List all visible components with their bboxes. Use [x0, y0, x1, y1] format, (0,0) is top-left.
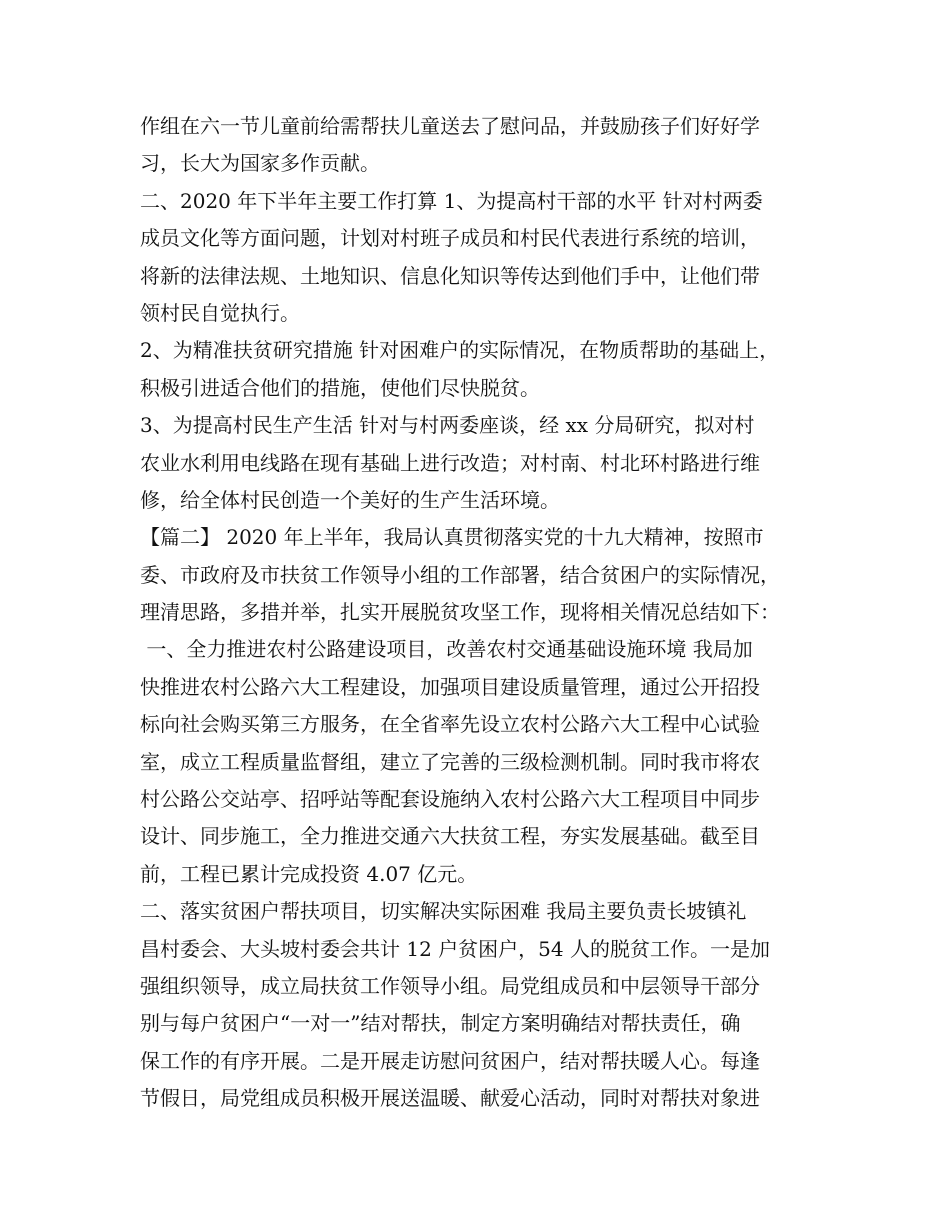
text-line: 快推进农村公路六大工程建设，加强项目建设质量管理，通过公开招投	[140, 674, 760, 699]
text-line: 农业水利用电线路在现有基础上进行改造；对村南、村北环村路进行维	[140, 450, 760, 475]
text-line: 一、全力推进农村公路建设项目，改善农村交通基础设施环境 我局加	[140, 637, 753, 662]
text-line: 昌村委会、大头坡村委会共计 12 户贫困户，54 人的脱贫工作。一是加	[140, 936, 770, 961]
text-line: 设计、同步施工，全力推进交通六大扶贫工程，夯实发展基础。截至目	[140, 824, 760, 849]
text-line: 标向社会购买第三方服务，在全省率先设立农村公路六大工程中心试验	[140, 712, 760, 737]
text-line: 将新的法律法规、土地知识、信息化知识等传达到他们手中，让他们带	[140, 263, 760, 288]
text-line: 二、落实贫困户帮扶项目，切实解决实际困难 我局主要负责长坡镇礼	[140, 899, 747, 924]
text-line: 3、为提高村民生产生活 针对与村两委座谈，经 xx 分局研究，拟对村	[140, 413, 755, 438]
text-line: 积极引进适合他们的措施，使他们尽快脱贫。	[140, 375, 540, 400]
document-body	[140, 108, 830, 1118]
text-line: 成员文化等方面问题，计划对村班子成员和村民代表进行系统的培训，	[140, 226, 760, 251]
text-line: 【篇二】 2020 年上半年，我局认真贯彻落实党的十九大精神，按照市	[140, 525, 764, 550]
text-line: 室，成立工程质量监督组，建立了完善的三级检测机制。同时我市将农	[140, 749, 760, 774]
text-line: 强组织领导，成立局扶贫工作领导小组。局党组成员和中层领导干部分	[140, 973, 760, 998]
text-line: 理清思路，多措并举，扎实开展脱贫攻坚工作，现将相关情况总结如下：	[140, 600, 780, 625]
text-line: 前，工程已累计完成投资 4.07 亿元。	[140, 861, 478, 886]
text-line: 修，给全体村民创造一个美好的生产生活环境。	[140, 487, 560, 512]
text-line: 别与每户贫困户“一对一”结对帮扶，制定方案明确结对帮扶责任，确	[140, 1011, 741, 1036]
text-line: 领村民自觉执行。	[140, 300, 300, 325]
text-line: 委、市政府及市扶贫工作领导小组的工作部署，结合贫困户的实际情况，	[140, 562, 780, 587]
text-line: 村公路公交站亭、招呼站等配套设施纳入农村公路六大工程项目中同步	[140, 787, 760, 812]
text-line: 保工作的有序开展。二是开展走访慰问贫困户，结对帮扶暖人心。每逢	[140, 1048, 760, 1073]
text-line: 作组在六一节儿童前给需帮扶儿童送去了慰问品，并鼓励孩子们好好学	[140, 114, 760, 138]
text-line: 习，长大为国家多作贡献。	[140, 151, 380, 176]
text-line: 节假日，局党组成员积极开展送温暖、献爱心活动，同时对帮扶对象进	[140, 1086, 760, 1111]
text-line: 2、为精准扶贫研究措施 针对困难户的实际情况，在物质帮助的基础上，	[140, 338, 780, 363]
text-line: 二、2020 年下半年主要工作打算 1、为提高村干部的水平 针对村两委	[140, 188, 763, 213]
